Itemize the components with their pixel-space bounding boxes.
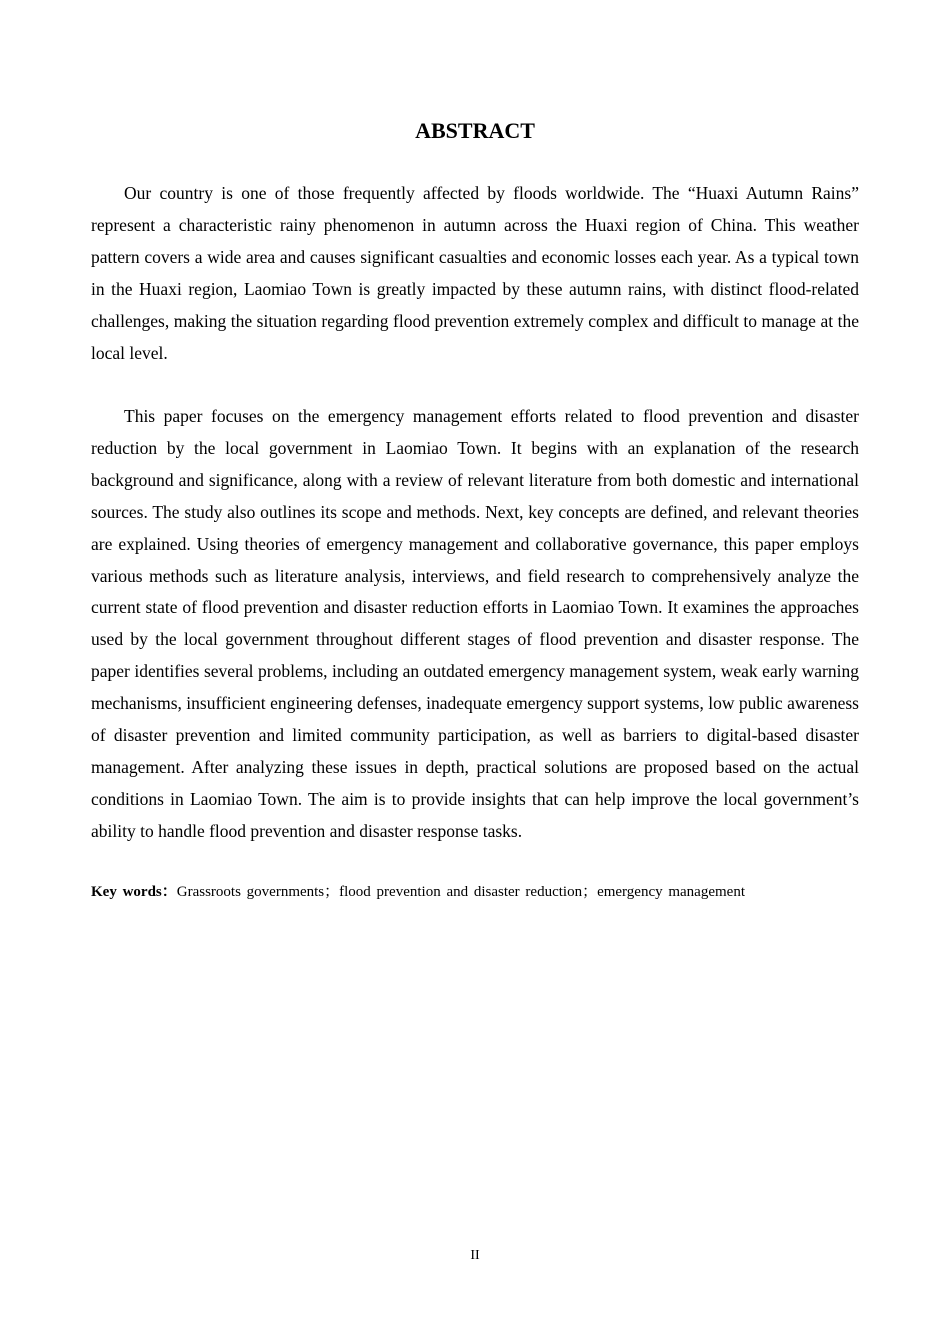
paragraph-text: Our country is one of those frequently affected by floods worldwide. The “Huaxi Autumn Rains” represent a characteristic rainy phenomenon in autumn across the Huaxi region of China. This weather pattern covers a wide area and causes significant casualties and economic losses each year. As a typical town in the Huaxi region, Laomiao Town is greatly impacted by these autumn rains, with distinct flood-related challenges, making the situation regarding flood prevention extremely complex and difficult to manage at the local level. — [91, 183, 859, 363]
abstract-title: ABSTRACT — [415, 118, 535, 143]
keywords-label: Key words： — [91, 884, 177, 900]
abstract-paragraph-1 — [91, 178, 859, 369]
keywords-line — [91, 881, 859, 903]
abstract-paragraph-2 — [91, 401, 859, 848]
paragraph-text: This paper focuses on the emergency management efforts related to flood prevention and disaster reduction by the local government in Laomiao Town. It begins with an explanation of the research background and significance, along with a review of relevant literature from both domestic and international sources. The study also outlines its scope and methods. Next, key concepts are defined, and relevant theories are explained. Using theories of emergency management and collaborative governance, this paper employs various methods such as literature analysis, interviews, and field research to comprehensively analyze the current state of flood prevention and disaster reduction efforts in Laomiao Town. It examines the approaches used by the local government throughout different stages of flood prevention and disaster response. The paper identifies several problems, including an outdated emergency management system, weak early warning mechanisms, insufficient engineering defenses, inadequate emergency support systems, low public awareness of disaster prevention and limited community participation, as well as barriers to digital-based disaster management. After analyzing these issues in depth, practical solutions are proposed based on the actual conditions in Laomiao Town. The aim is to provide insights that can help improve the local government’s ability to handle flood prevention and disaster response tasks. — [91, 406, 859, 841]
keywords-list: Grassroots governments；flood prevention and disaster reduction；emergency management — [176, 884, 745, 900]
page-number: II — [470, 1248, 480, 1263]
